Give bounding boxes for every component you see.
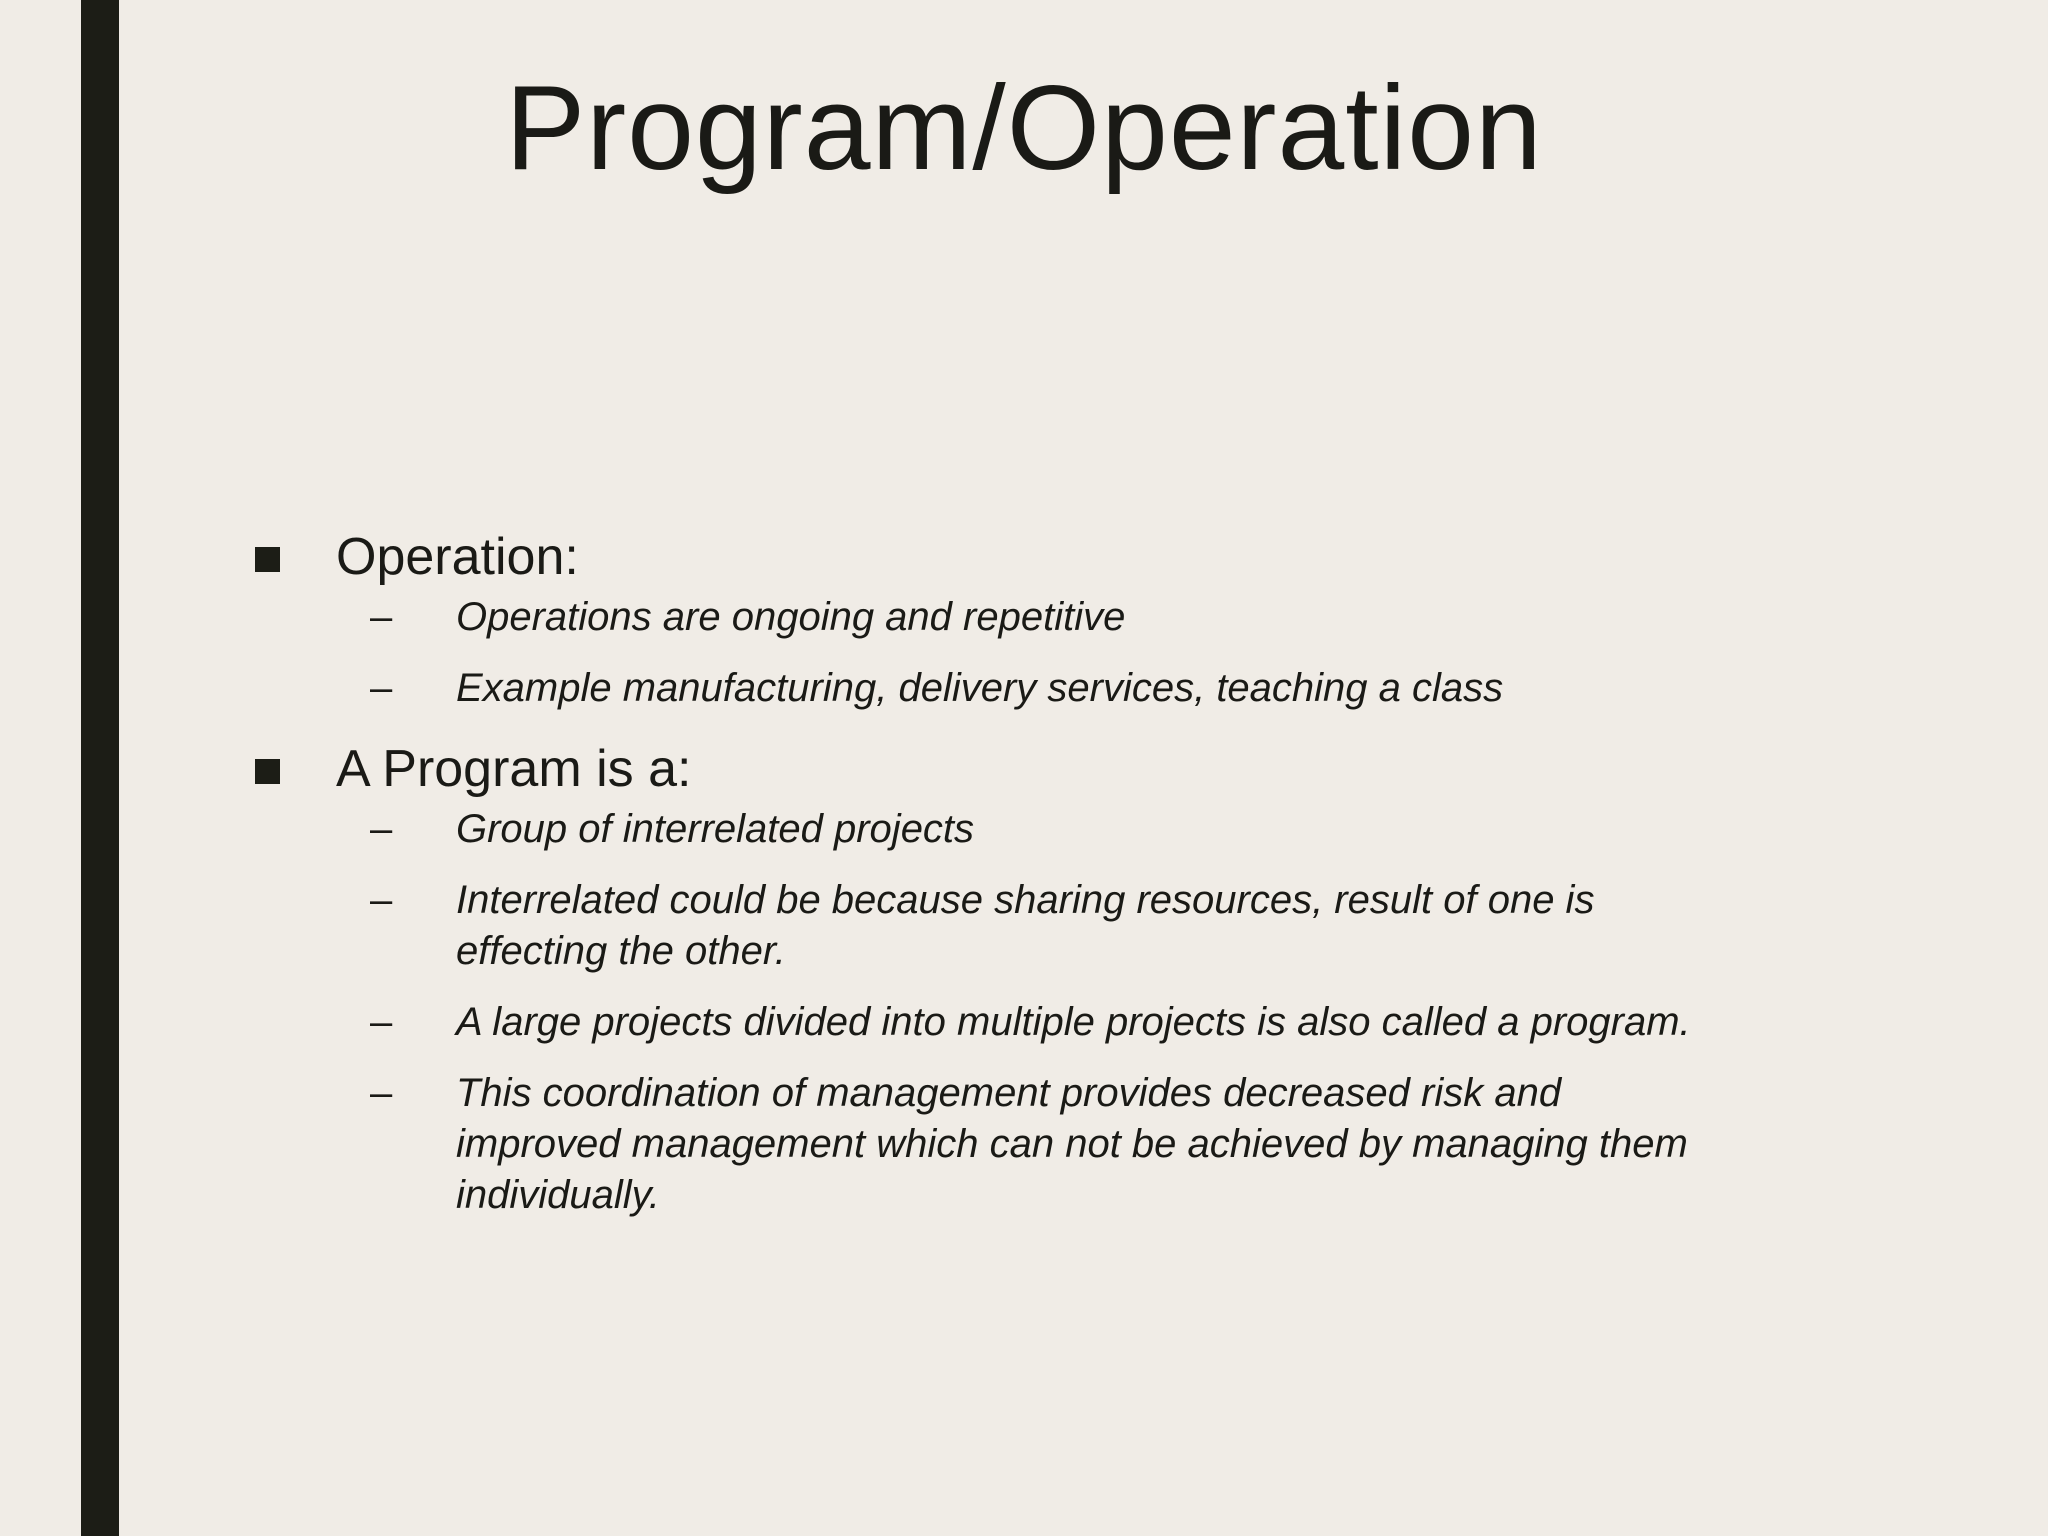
sub-list-operation [250, 592, 1810, 714]
dash-marker: – [370, 807, 393, 851]
left-accent-bar [81, 0, 119, 1536]
bullet-heading: A Program is a: [336, 740, 692, 798]
list-item [250, 804, 1810, 855]
list-item-text: A large projects divided into multiple projects is also called a program. [456, 1000, 1691, 1044]
list-item-text: Operations are ongoing and repetitive [456, 595, 1126, 639]
dash-marker: – [370, 1000, 393, 1044]
dash-marker: – [370, 666, 393, 710]
bullet-program [250, 734, 1810, 804]
slide-title: Program/Operation [505, 61, 1543, 195]
list-item-text: Example manufacturing, delivery services, teaching a class [456, 666, 1504, 710]
list-item-text: Group of interrelated projects [456, 807, 975, 851]
dash-marker: – [370, 878, 393, 922]
list-item [250, 997, 1810, 1048]
list-item [250, 875, 1810, 977]
dash-marker: – [370, 1071, 393, 1115]
bullet-operation [250, 522, 1810, 592]
list-item [250, 663, 1810, 714]
sub-list-program [250, 804, 1810, 1221]
square-bullet-icon [255, 547, 280, 572]
slide-body [250, 522, 1810, 1241]
list-item [250, 1068, 1810, 1221]
list-item-text: Interrelated could be because sharing resources, result of one is effecting the other. [456, 878, 1595, 973]
dash-marker: – [370, 595, 393, 639]
square-bullet-icon [255, 759, 280, 784]
bullet-heading: Operation: [336, 528, 579, 586]
list-item [250, 592, 1810, 643]
list-item-text: This coordination of management provides decreased risk and improved management which can not be achieved by managing them individually. [456, 1071, 1688, 1217]
